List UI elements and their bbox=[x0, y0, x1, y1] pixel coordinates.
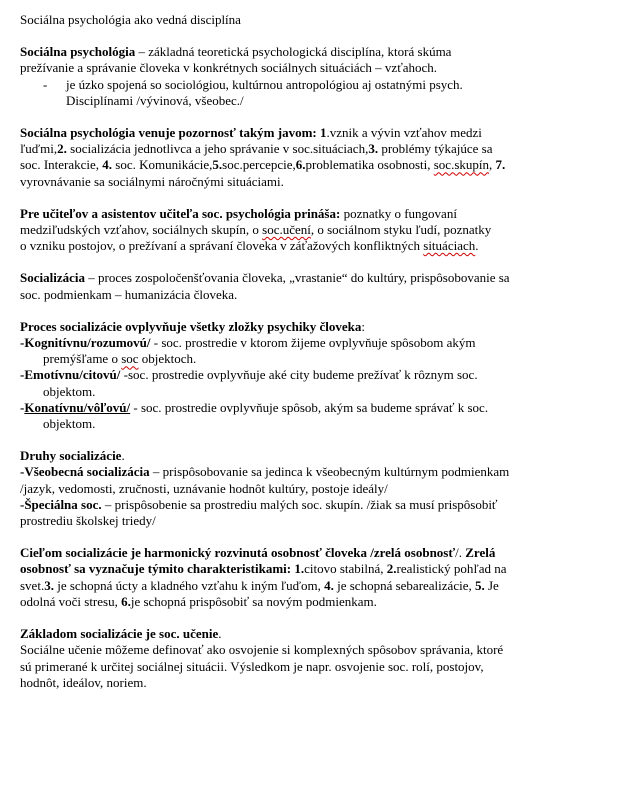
text: socializácia jednotlivca a jeho správanie v soc.situáciach, bbox=[66, 141, 369, 157]
bullet-text: Disciplínami /vývinová, všeobec./ bbox=[66, 92, 244, 108]
dash: - bbox=[20, 399, 25, 415]
bullet-item bbox=[20, 77, 623, 109]
text-line: objektom. bbox=[43, 383, 96, 399]
spellcheck-word: situáciach bbox=[423, 238, 476, 254]
term-socialization: Socializácia bbox=[20, 270, 85, 286]
text: - soc. prostredie v ktorom žijeme ovplyvňuje spôsobom akým bbox=[150, 335, 476, 351]
text: .vznik a vývin vzťahov medzi bbox=[326, 125, 482, 141]
bold-heading: Proces socializácie ovplyvňuje všetky zložky psychiky človeka bbox=[20, 318, 362, 334]
text: je schopná sebarealizácie, bbox=[333, 577, 475, 593]
paragraph-teachers bbox=[20, 206, 623, 255]
number: 2. bbox=[386, 561, 397, 577]
text: soc. Interakcie, bbox=[20, 157, 103, 173]
text: – prispôsobovanie sa jedinca k všeobecným kultúrnym podmienkam bbox=[149, 464, 510, 480]
paragraph-process bbox=[20, 319, 623, 432]
spellcheck-word: soc.skupín bbox=[433, 157, 489, 173]
number: 1. bbox=[291, 561, 305, 577]
text: soc.percepcie, bbox=[222, 157, 296, 173]
text: objektoch. bbox=[138, 351, 197, 367]
text: premýšľame o bbox=[43, 351, 122, 367]
spellcheck-word: soc.učení bbox=[262, 222, 311, 238]
text: – proces zospoločenšťovania človeka, „vrastanie“ do kultúry, prispôsobovanie sa bbox=[85, 270, 510, 286]
bold-text: Zrelá bbox=[462, 545, 496, 561]
text: /. bbox=[455, 545, 463, 561]
text-line: sú primerané k určitej sociálnej situácii. Výsledkom je napr. osvojenie soc. rolí, postojov, bbox=[20, 658, 484, 674]
term-emotive: -Emotívnu/citovú/ bbox=[20, 367, 121, 383]
paragraph-definition bbox=[20, 44, 623, 109]
text: , o sociálnom styku ľudí, poznatky bbox=[310, 222, 492, 238]
text: -soc. prostredie ovplyvňuje aké city budeme prežívať k rôznym soc. bbox=[120, 367, 478, 383]
text: o vzniku postojov, o prežívaní a správaní človeka v záťažových konfliktných bbox=[20, 238, 424, 254]
bullet-text: je úzko spojená so sociológiou, kultúrnou antropológiou aj ostatnými psych. bbox=[66, 76, 463, 92]
text-line: soc. podmienkam – humanizácia človeka. bbox=[20, 286, 238, 302]
document-title bbox=[20, 12, 623, 28]
term-special: -Špeciálna soc. bbox=[20, 496, 102, 512]
text: , bbox=[488, 157, 496, 173]
number: 2. bbox=[57, 141, 67, 157]
text: svet. bbox=[20, 577, 45, 593]
text-line: prežívanie a správanie človeka v konkrétnych sociálnych situáciách – vzťahoch. bbox=[20, 60, 438, 76]
number: 3. bbox=[44, 577, 54, 593]
bold-heading: Pre učiteľov a asistentov učiteľa soc. psychológia prináša: bbox=[20, 205, 341, 221]
bold-heading: Základom socializácie je soc. učenie bbox=[20, 626, 219, 642]
spellcheck-word: soc bbox=[121, 351, 139, 367]
bullet-dash: - bbox=[43, 76, 48, 92]
number: 6. bbox=[295, 157, 306, 173]
paragraph-socialization bbox=[20, 270, 623, 302]
paragraph-types bbox=[20, 448, 623, 529]
text: : bbox=[361, 318, 365, 334]
term-social-psychology: Sociálna psychológia bbox=[20, 44, 136, 60]
bold-text: osobnosť sa vyznačuje týmito charakteristikami: bbox=[20, 561, 292, 577]
number: 3. bbox=[368, 141, 379, 157]
text: je schopná úcty a kladného vzťahu k iným ľuďom, bbox=[53, 577, 325, 593]
term-conative: Konatívnu/vôľovú/ bbox=[24, 399, 131, 415]
text-line: prostrediu školskej triedy/ bbox=[20, 513, 156, 529]
title-text: Sociálna psychológia ako vedná disciplína bbox=[20, 12, 241, 27]
term-general: -Všeobecná socializácia bbox=[20, 464, 150, 480]
text: ľuďmi, bbox=[20, 141, 58, 157]
number: 5. bbox=[474, 577, 485, 593]
text: . bbox=[475, 238, 479, 254]
text: Je bbox=[484, 577, 499, 593]
text: soc. Komunikácie, bbox=[112, 157, 213, 173]
text-line: Sociálne učenie môžeme definovať ako osvojenie si komplexných spôsobov správania, ktoré bbox=[20, 642, 504, 658]
text-line: hodnôt, ideálov, noriem. bbox=[20, 674, 147, 690]
text-line: /jazyk, vedomosti, zručnosti, uznávanie hodnôt kultúry, postoje ideály/ bbox=[20, 480, 388, 496]
text: – základná teoretická psychologická disciplína, ktorá skúma bbox=[135, 44, 452, 60]
bold-heading: Sociálna psychológia venuje pozornosť takým javom: bbox=[20, 125, 317, 141]
paragraph-phenomena bbox=[20, 125, 623, 190]
bold-heading: Cieľom socializácie je harmonický rozvinutá osobnosť človeka /zrelá osobnosť bbox=[20, 545, 456, 561]
text-line: vyrovnávanie sa sociálnymi náročnými situáciami. bbox=[20, 173, 284, 189]
bold-heading: Druhy socializácie bbox=[20, 448, 122, 464]
text: odolná voči stresu, bbox=[20, 593, 122, 609]
paragraph-goal bbox=[20, 545, 623, 610]
number: 1 bbox=[316, 125, 327, 141]
text: citovo stabilná, bbox=[304, 561, 387, 577]
text: problematika osobnosti, bbox=[305, 157, 434, 173]
text: . bbox=[218, 626, 222, 642]
number: 6. bbox=[121, 593, 131, 609]
text: - soc. prostredie ovplyvňuje spôsob, akým sa budeme správať k soc. bbox=[130, 399, 489, 415]
text: . bbox=[121, 448, 125, 464]
number: 4. bbox=[102, 157, 113, 173]
text: realistický pohľad na bbox=[396, 561, 507, 577]
text: problémy týkajúce sa bbox=[378, 141, 493, 157]
text: – prispôsobenie sa prostrediu malých soc. skupín. /žiak sa musí prispôsobiť bbox=[101, 496, 498, 512]
number: 4. bbox=[324, 577, 334, 593]
number: 7. bbox=[495, 157, 506, 173]
text: je schopná prispôsobiť sa novým podmienkam. bbox=[130, 593, 377, 609]
term-cognitive: -Kognitívnu/rozumovú/ bbox=[20, 335, 151, 351]
number: 5. bbox=[212, 157, 223, 173]
text: medziľudských vzťahov, sociálnych skupín, o bbox=[20, 222, 263, 238]
text-line: objektom. bbox=[43, 416, 96, 432]
paragraph-learning bbox=[20, 626, 623, 691]
text: poznatky o fungovaní bbox=[340, 205, 457, 221]
